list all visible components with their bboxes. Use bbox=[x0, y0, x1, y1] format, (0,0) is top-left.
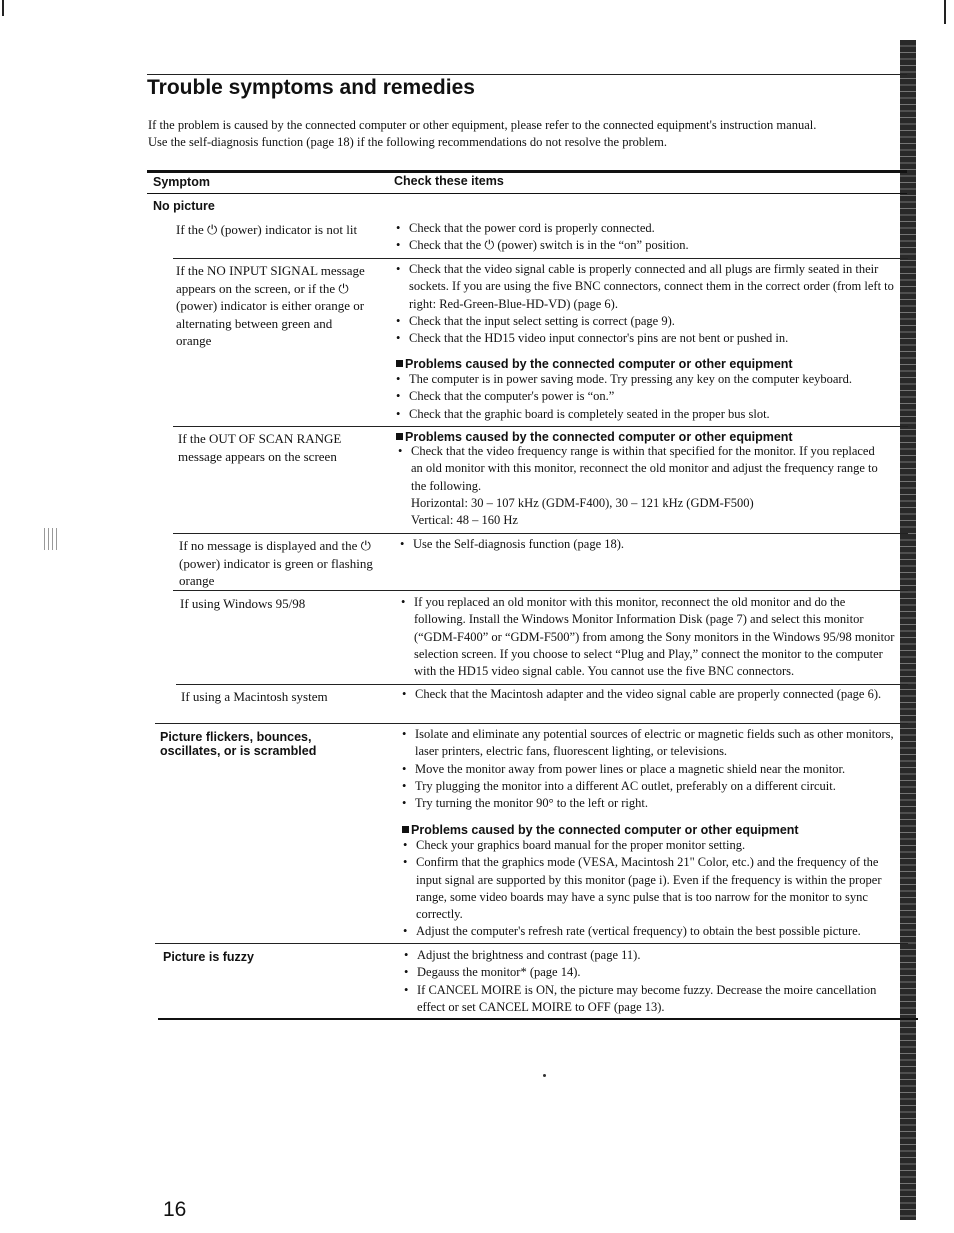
category-line: Picture flickers, bounces, bbox=[160, 730, 312, 744]
symptom-macintosh: If using a Macintosh system bbox=[181, 689, 328, 704]
check-item: • Adjust the computer's refresh rate (vertical frequency) to obtain the best possible picture. bbox=[401, 923, 901, 940]
check-list bbox=[398, 536, 898, 553]
intro-text bbox=[148, 117, 908, 151]
square-bullet-icon bbox=[402, 826, 409, 833]
page-edge-mark bbox=[944, 0, 946, 24]
page-number: 16 bbox=[163, 1198, 187, 1221]
check-list bbox=[402, 947, 882, 1016]
table-header-rule bbox=[147, 170, 907, 173]
page-title: Trouble symptoms and remedies bbox=[147, 76, 475, 99]
check-item: • Check that the input select setting is correct (page 9). bbox=[394, 313, 899, 330]
row-divider bbox=[173, 533, 908, 534]
column-header-check: Check these items bbox=[394, 174, 504, 188]
check-list bbox=[401, 837, 901, 941]
check-list bbox=[396, 443, 886, 495]
check-item: • Adjust the brightness and contrast (page 11). bbox=[402, 947, 882, 964]
symptom-line: orange bbox=[176, 333, 212, 348]
check-item: • Isolate and eliminate any potential sources of electric or magnetic fields such as other monitors, laser printers, electric fans, fluorescent lighting, or televisions. bbox=[400, 726, 900, 761]
intro-line: Use the self-diagnosis function (page 18) if the following recommendations do not resolve the problem. bbox=[148, 135, 667, 149]
row-divider bbox=[155, 943, 908, 944]
check-list bbox=[394, 371, 899, 423]
check-list bbox=[399, 594, 899, 680]
check-list bbox=[400, 726, 900, 812]
check-item: • The computer is in power saving mode. Try pressing any key on the computer keyboard. bbox=[394, 371, 899, 388]
symptom-line: alternating between green and bbox=[176, 315, 333, 331]
scan-speck bbox=[543, 1074, 546, 1077]
check-item: • Check that the power cord is properly connected. bbox=[394, 220, 894, 237]
check-list bbox=[394, 261, 899, 347]
category-no-picture: No picture bbox=[153, 199, 215, 213]
title-rule bbox=[147, 74, 907, 75]
check-item: • Confirm that the graphics mode (VESA, Macintosh 21" Color, etc.) and the frequency of the input signal are supported by this monitor (page i). Even if the frequency is within the proper range, some video boards may have a sync pulse that is too narrow for the monitor to sync correctly. bbox=[401, 854, 901, 923]
intro-line: If the problem is caused by the connected computer or other equipment, please refer to the connected equipment's instruction manual. bbox=[148, 118, 817, 132]
row-divider bbox=[173, 258, 908, 259]
row-divider bbox=[176, 684, 908, 685]
category-picture-fuzzy: Picture is fuzzy bbox=[163, 950, 254, 964]
column-header-symptom: Symptom bbox=[153, 175, 210, 189]
scan-edge-shadow bbox=[900, 40, 916, 1220]
subheading-text: Problems caused by the connected computer or other equipment bbox=[411, 823, 799, 837]
symptom-line: (power) indicator is green or flashing bbox=[179, 555, 373, 571]
check-item: • Try turning the monitor 90° to the left or right. bbox=[400, 795, 900, 812]
category-picture-flickers bbox=[160, 730, 316, 758]
category-line: oscillates, or is scrambled bbox=[160, 744, 317, 758]
check-item: • Check your graphics board manual for the proper monitor setting. bbox=[401, 837, 901, 854]
subheading-computer-problems bbox=[396, 357, 793, 372]
check-item: • Check that the computer's power is “on.” bbox=[394, 388, 899, 405]
check-item: • Use the Self-diagnosis function (page 18). bbox=[398, 536, 898, 553]
symptom-line: (power) indicator is either orange or bbox=[176, 298, 365, 313]
check-item: • Check that the ⏻ (power) switch is in the “on” position. bbox=[394, 237, 894, 254]
check-list bbox=[400, 686, 890, 703]
symptom-line: If the NO INPUT SIGNAL message bbox=[176, 263, 365, 278]
symptom-line: If the OUT OF SCAN RANGE bbox=[178, 431, 342, 446]
table-bottom-rule bbox=[158, 1018, 918, 1020]
check-item: • If you replaced an old monitor with this monitor, reconnect the old monitor and do the following. Install the Windows Monitor Information Disk (page 7) and select this monitor (“GDM-F400” or “GDM-F500”) from among the Sony monitors in the Windows 95/98 monitor selection screen. If you choose to select “Plug and Play,” connect the monitor to the computer with the HD15 video signal cable. You cannot use the five BNC connectors. bbox=[399, 594, 899, 680]
frequency-vertical: Vertical: 48 – 160 Hz bbox=[411, 513, 518, 527]
page-edge-mark bbox=[2, 0, 4, 16]
row-divider bbox=[155, 723, 908, 724]
check-item: • Check that the HD15 video input connector's pins are not bent or pushed in. bbox=[394, 330, 899, 347]
check-item: • Degauss the monitor* (page 14). bbox=[402, 964, 882, 981]
check-item: • Check that the graphic board is completely seated in the proper bus slot. bbox=[394, 406, 899, 423]
row-divider bbox=[173, 426, 908, 427]
scan-smudge bbox=[44, 528, 58, 550]
symptom-line: orange bbox=[179, 573, 215, 588]
subheading-computer-problems bbox=[402, 823, 799, 838]
square-bullet-icon bbox=[396, 360, 403, 367]
symptom-text: (power) indicator is not lit bbox=[220, 222, 358, 237]
symptom-line: If no message is displayed and the ⏻ bbox=[179, 538, 371, 553]
row-divider bbox=[173, 590, 908, 591]
symptom-no-message bbox=[179, 537, 393, 590]
subheading-text: Problems caused by the connected computer or other equipment bbox=[405, 430, 793, 444]
check-item: • Move the monitor away from power lines or place a magnetic shield near the monitor. bbox=[400, 761, 900, 778]
table-header-underline bbox=[147, 193, 907, 194]
power-icon: ⏻ bbox=[207, 222, 218, 237]
symptom-power-not-lit bbox=[176, 221, 357, 239]
subheading-text: Problems caused by the connected computer or other equipment bbox=[405, 357, 793, 371]
check-item: • Check that the Macintosh adapter and the video signal cable are properly connected (page 6). bbox=[400, 686, 890, 703]
frequency-horizontal: Horizontal: 30 – 107 kHz (GDM-F400), 30 – 121 kHz (GDM-F500) bbox=[411, 496, 754, 510]
check-item: • Check that the video frequency range is within that specified for the monitor. If you replaced an old monitor with this monitor, reconnect the old monitor and adjust the frequency range to the following. bbox=[396, 443, 886, 495]
check-item: • Check that the video signal cable is properly connected and all plugs are firmly seated in their sockets. If you are using the five BNC connectors, connect them in the correct order (from left to right: Red-Green-Blue-HD-VD) (page 6). bbox=[394, 261, 899, 313]
square-bullet-icon bbox=[396, 433, 403, 440]
check-item: • Try plugging the monitor into a different AC outlet, preferably on a different circuit. bbox=[400, 778, 900, 795]
symptom-line: appears on the screen, or if the ⏻ bbox=[176, 280, 349, 296]
check-item: • If CANCEL MOIRE is ON, the picture may become fuzzy. Decrease the moire cancellation effect or set CANCEL MOIRE to OFF (page 13). bbox=[402, 982, 882, 1017]
symptom-out-of-scan-range bbox=[178, 430, 341, 465]
symptom-windows: If using Windows 95/98 bbox=[180, 596, 306, 611]
symptom-text: If the bbox=[176, 222, 204, 237]
symptom-line: message appears on the screen bbox=[178, 448, 337, 464]
symptom-no-input-signal bbox=[176, 262, 390, 350]
check-list bbox=[394, 220, 894, 255]
